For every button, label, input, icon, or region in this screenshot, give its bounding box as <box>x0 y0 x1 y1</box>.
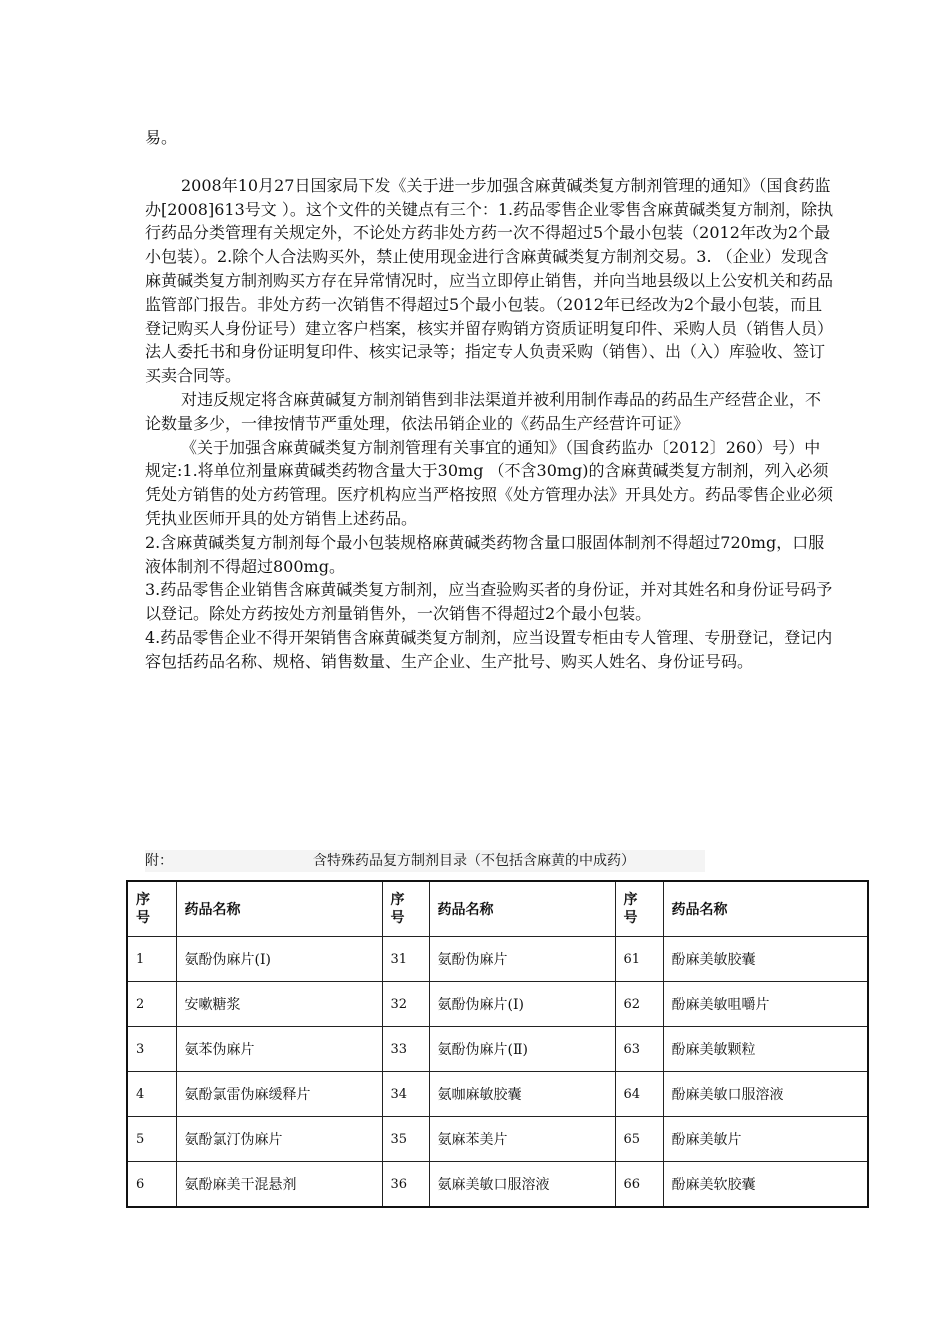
paragraph: 对违反规定将含麻黄碱复方制剂销售到非法渠道并被利用制作毒品的药品生产经营企业，不论数量多少，一律按情节严重处理，依法吊销企业的《药品生产经营许可证》 <box>145 389 822 433</box>
paragraph: 3.药品零售企业销售含麻黄碱类复方制剂，应当查验购买者的身份证，并对其姓名和身份证号码予以登记。除处方药按处方剂量销售外，一次销售不得超过2个最小包装。 <box>145 580 833 624</box>
row-number-cell: 6 <box>127 1162 176 1208</box>
appendix-caption <box>145 850 705 872</box>
row-number-cell: 63 <box>615 1027 663 1072</box>
table-row <box>127 1117 868 1162</box>
row-number-cell: 3 <box>127 1027 176 1072</box>
drug-name-cell: 酚麻美敏胶囊 <box>663 937 868 982</box>
table-row <box>127 937 868 982</box>
row-number-cell: 65 <box>615 1117 663 1162</box>
row-number-cell: 64 <box>615 1072 663 1117</box>
paragraph: 4.药品零售企业不得开架销售含麻黄碱类复方制剂，应当设置专柜由专人管理、专册登记，登记内容包括药品名称、规格、销售数量、生产企业、生产批号、购买人姓名、身份证号码。 <box>145 627 833 671</box>
row-number-cell: 32 <box>382 982 429 1027</box>
header-number: 序 号 <box>127 881 176 937</box>
paragraph: 易。 <box>145 128 178 147</box>
paragraph: 2.含麻黄碱类复方制剂每个最小包装规格麻黄碱类药物含量口服固体制剂不得超过720mg，口服液体制剂不得超过800mg。 <box>145 532 825 576</box>
drug-name-cell: 氨苯伪麻片 <box>176 1027 382 1072</box>
caption-prefix: 附： <box>145 853 173 869</box>
row-number-cell: 33 <box>382 1027 429 1072</box>
drug-name-cell: 氨酚伪麻片(Ⅱ) <box>429 1027 615 1072</box>
drug-name-cell: 氨酚氯雷伪麻缓释片 <box>176 1072 382 1117</box>
table-row <box>127 1162 868 1208</box>
drug-catalog-table <box>126 880 869 1208</box>
header-number: 序 号 <box>615 881 663 937</box>
drug-name-cell: 酚麻美敏口服溶液 <box>663 1072 868 1117</box>
drug-name-cell: 氨酚伪麻片(Ⅰ) <box>429 982 615 1027</box>
body-text <box>145 126 835 674</box>
drug-name-cell: 酚麻美敏片 <box>663 1117 868 1162</box>
table-row <box>127 1072 868 1117</box>
table-row <box>127 1027 868 1072</box>
drug-name-cell: 氨酚伪麻片(Ⅰ) <box>176 937 382 982</box>
row-number-cell: 4 <box>127 1072 176 1117</box>
header-drug-name: 药品名称 <box>176 881 382 937</box>
drug-name-cell: 氨酚氯汀伪麻片 <box>176 1117 382 1162</box>
drug-name-cell: 酚麻美软胶囊 <box>663 1162 868 1208</box>
row-number-cell: 35 <box>382 1117 429 1162</box>
drug-name-cell: 安嗽糖浆 <box>176 982 382 1027</box>
paragraph: 2008年10月27日国家局下发《关于进一步加强含麻黄碱类复方制剂管理的通知》（国食药监办[2008]613号文 ）。这个文件的关键点有三个：1.药品零售企业零售含麻黄碱类复方制剂，除执行药品分类管理有关规定外，不论处方药非处方药一次不得超过5个最小包装（2012年改为2个最小包装）。2.除个人合法购买外，禁止使用现金进行含麻黄碱类复方制剂交易。3. （企业）发现含麻黄碱类复方制剂购买方存在异常情况时，应当立即停止销售，并向当地县级以上公安机关和药品监管部门报告。非处方药一次销售不得超过5个最小包装。（2012年已经改为2个最小包装，而且登记购买人身份证号）建立客户档案，核实并留存购销方资质证明复印件、采购人员（销售人员）法人委托书和身份证明复印件、核实记录等；指定专人负责采购（销售）、出（入）库验收、签订买卖合同等。 <box>145 175 834 386</box>
caption-title: 含特殊药品复方制剂目录（不包括含麻黄的中成药） <box>313 853 635 869</box>
row-number-cell: 5 <box>127 1117 176 1162</box>
drug-name-cell: 氨麻苯美片 <box>429 1117 615 1162</box>
table-header-row <box>127 881 868 937</box>
header-drug-name: 药品名称 <box>429 881 615 937</box>
row-number-cell: 62 <box>615 982 663 1027</box>
header-number: 序 号 <box>382 881 429 937</box>
row-number-cell: 1 <box>127 937 176 982</box>
header-drug-name: 药品名称 <box>663 881 868 937</box>
drug-name-cell: 酚麻美敏颗粒 <box>663 1027 868 1072</box>
table-row <box>127 982 868 1027</box>
row-number-cell: 34 <box>382 1072 429 1117</box>
drug-name-cell: 氨麻美敏口服溶液 <box>429 1162 615 1208</box>
row-number-cell: 36 <box>382 1162 429 1208</box>
paragraph: 《关于加强含麻黄碱类复方制剂管理有关事宜的通知》（国食药监办〔2012〕260）号）中规定:1.将单位剂量麻黄碱类药物含量大于30mg （不含30mg)的含麻黄碱类复方制剂，列入必须凭处方销售的处方药管理。医疗机构应当严格按照《处方管理办法》开具处方。药品零售企业必须凭执业医师开具的处方销售上述药品。 <box>145 437 834 528</box>
row-number-cell: 66 <box>615 1162 663 1208</box>
drug-name-cell: 氨酚麻美干混悬剂 <box>176 1162 382 1208</box>
row-number-cell: 2 <box>127 982 176 1027</box>
row-number-cell: 31 <box>382 937 429 982</box>
drug-name-cell: 酚麻美敏咀嚼片 <box>663 982 868 1027</box>
row-number-cell: 61 <box>615 937 663 982</box>
drug-name-cell: 氨咖麻敏胶囊 <box>429 1072 615 1117</box>
drug-name-cell: 氨酚伪麻片 <box>429 937 615 982</box>
